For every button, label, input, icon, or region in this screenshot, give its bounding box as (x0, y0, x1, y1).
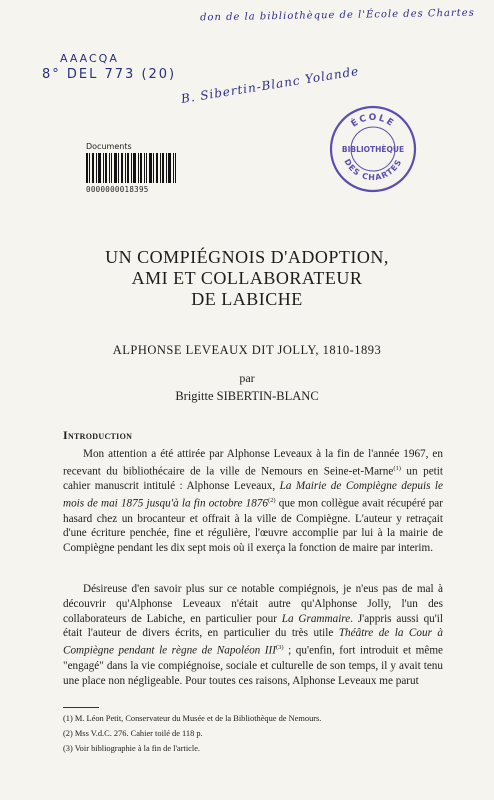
footnote-2: (2) Mss V.d.C. 276. Cahier toilé de 118 p. (63, 729, 203, 738)
article-title-line1: UN COMPIÉGNOIS D'ADOPTION, (105, 247, 389, 267)
footnote-ref-1: (1) (393, 464, 401, 472)
cited-manuscript-title: La Mairie de Compiègne depuis le mois de mai 1875 jusqu'à la fin octobre 1876 (63, 480, 443, 510)
library-stamp (328, 104, 418, 194)
cited-work-grammaire: La Grammaire (281, 612, 351, 625)
stamp-top-text: ÉCOLE (349, 112, 397, 130)
handwritten-call-number-line1: AAACQA (60, 52, 119, 65)
svg-text:DES CHARTES (342, 157, 403, 182)
article-title-line2: AMI ET COLLABORATEUR (131, 268, 363, 288)
section-heading: Introduction (63, 428, 133, 442)
article-title-line3: DE LABICHE (191, 289, 303, 309)
footnote-divider (63, 707, 99, 708)
footnote-1: (1) M. Léon Petit, Conservateur du Musée et de la Bibliothèque de Nemours. (63, 714, 322, 723)
stamp-bottom-text: DES CHARTES (342, 157, 404, 183)
author-name: Brigitte SIBERTIN-BLANC (175, 389, 319, 403)
stamp-middle-text: BIBLIOTHÈQUE (341, 145, 405, 154)
barcode-label (86, 142, 176, 194)
byline-par: par (239, 371, 255, 385)
handwritten-signature: B. Sibertin-Blanc Yolande (180, 63, 361, 107)
article-subtitle: ALPHONSE LEVEAUX DIT JOLLY, 1810-1893 (112, 343, 382, 357)
handwritten-call-number-line2: 8° DEL 773 (20) (42, 67, 177, 82)
barcode-caption: Documents (86, 142, 132, 151)
footnotes (63, 711, 321, 756)
footnote-ref-3: (3) (276, 644, 284, 652)
cited-work-theatre: Théâtre de la Cour à Compiègne pendant le règne de Napoléon III (63, 627, 443, 657)
footnote-ref-2: (2) (268, 497, 276, 505)
body-paragraph-2: Désireuse d'en savoir plus sur ce notable compiégnois, je n'eus pas de mal à découvrir qu'Alphonse Leveaux n'était autre qu'Alphonse Jolly, l'un des collaborateurs de Labiche, en particulier pour La Grammaire. J'appris aussi qu'il était l'auteur de divers écrits, en particulier du très utile Théâtre de la Cour à Compiègne pendant le règne de Napoléon III$^{(3)}$ ; qu'enfin, fort introduit et même "engagé" dans la vie compiégnoise, sociale et culturelle de son temps, il y avait tenu une place non négligeable. Pour toutes ces raisons, Alphonse Leveaux me parut (63, 583, 443, 687)
body-paragraph-1: Mon attention a été attirée par Alphonse Leveaux à la fin de l'année 1967, en recevant du bibliothécaire de la ville de Nemours en Seine-et-Marne$^{(1)}$ un petit cahier manuscrit intitulé : Alphonse Leveaux, La Mairie de Compiègne depuis le mois de mai 1875 jusqu'à la fin octobre 1876$^{(2)}$ que mon collègue avait récupéré par hasard chez un brocanteur et offrait à la ville de Compiègne. L'auteur y retraçait d'une écriture penchée, fine et régulière, l'œuvre accomplie par lui à la mairie de Compiègne pendant les dix sept mois où il exerça la fonction de maire par interim. (63, 448, 444, 555)
barcode-number: 0000000018395 (86, 185, 149, 194)
footnote-3: (3) Voir bibliographie à la fin de l'article. (63, 744, 201, 753)
barcode-bars (86, 153, 176, 183)
handwritten-donation-note: don de la bibliothèque de l'École des Chartes (199, 7, 475, 24)
